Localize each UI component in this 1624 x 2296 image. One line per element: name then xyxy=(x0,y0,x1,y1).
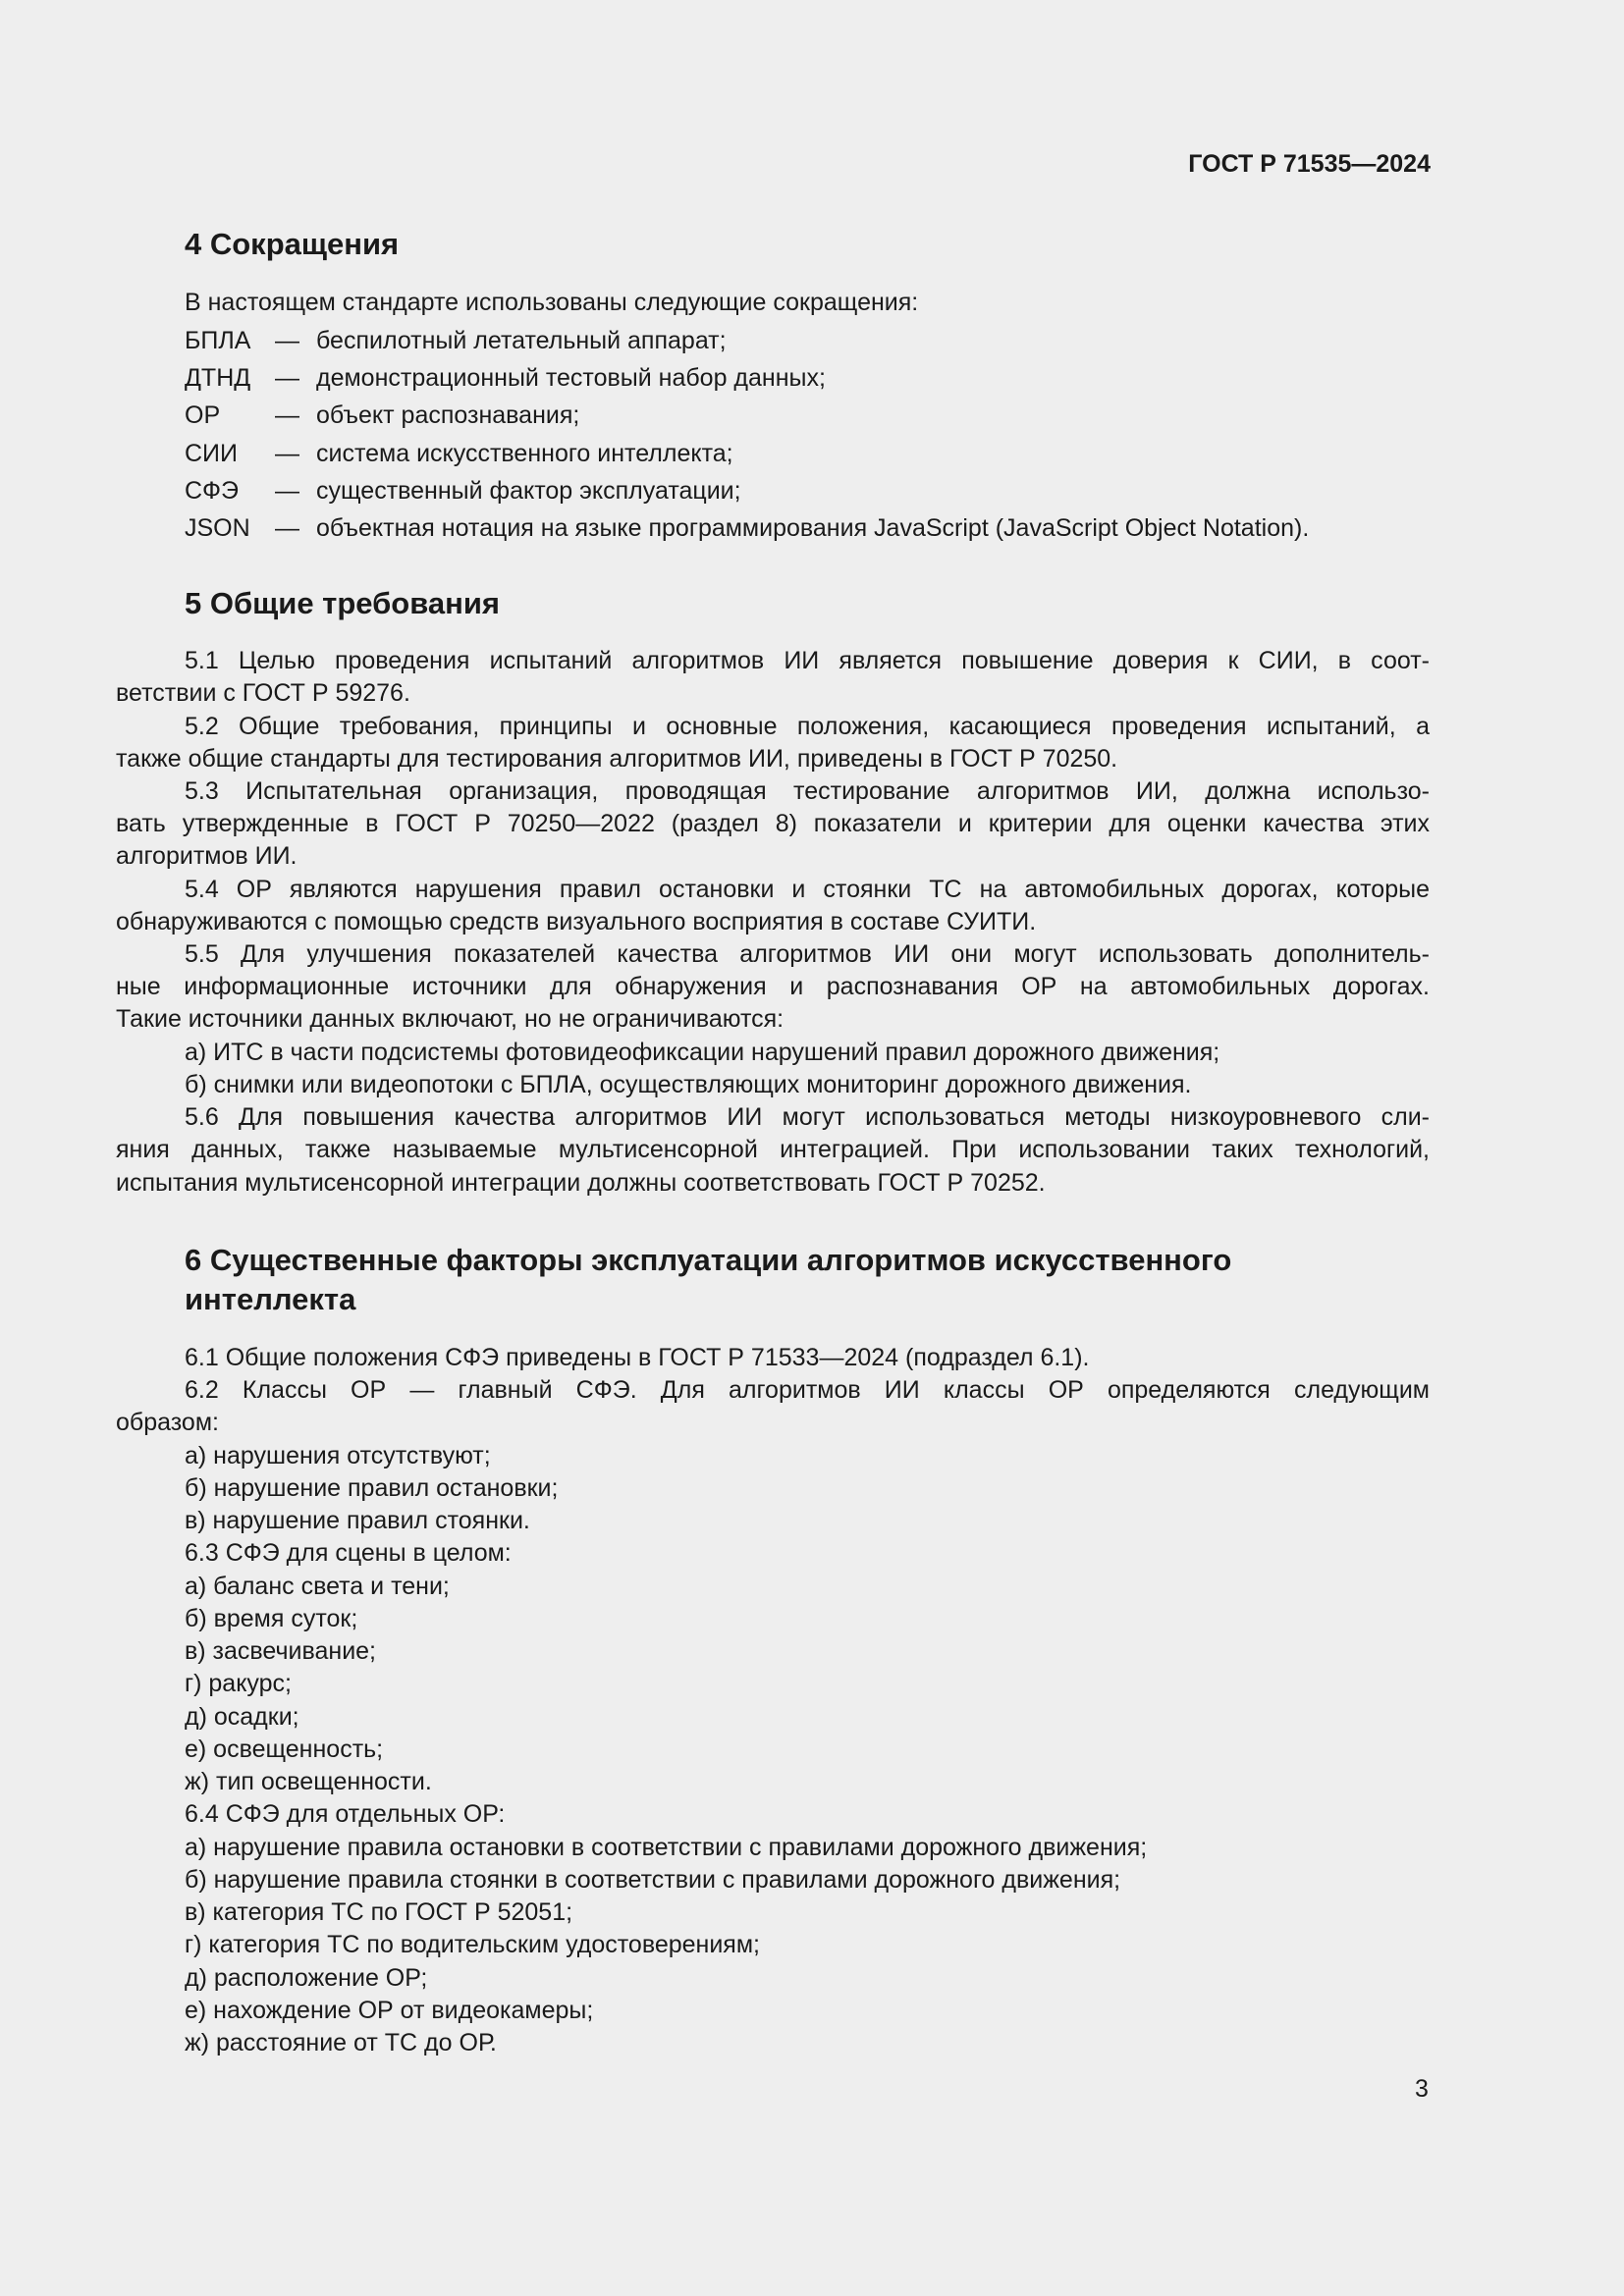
list-item: г) ракурс; xyxy=(185,1670,292,1697)
list-item: б) снимки или видеопотоки с БПЛА, осуществляющих мониторинг дорожного движения. xyxy=(185,1071,1192,1098)
list-item: б) время суток; xyxy=(185,1605,358,1632)
paragraph-5-4-line: 5.4 ОР являются нарушения правил остановки и стоянки ТС на автомобильных дорогах, которые xyxy=(185,876,1430,903)
abbr-definition: система искусственного интеллекта; xyxy=(316,440,733,467)
abbr-term: ОР xyxy=(185,401,221,429)
paragraph-6-3: 6.3 СФЭ для сцены в целом: xyxy=(185,1539,512,1567)
abbr-term: СИИ xyxy=(185,440,238,467)
abbr-dash: — xyxy=(275,477,299,505)
paragraph-5-6-line: яния данных, также называемые мультисенсорной интеграцией. При использовании таких технологий, xyxy=(116,1136,1430,1163)
paragraph-6-4: 6.4 СФЭ для отдельных ОР: xyxy=(185,1800,506,1828)
paragraph-5-5-line: Такие источники данных включают, но не ограничиваются: xyxy=(116,1005,785,1033)
paragraph-5-1-line: 5.1 Целью проведения испытаний алгоритмов ИИ является повышение доверия к СИИ, в соот- xyxy=(185,647,1430,674)
abbr-term: БПЛА xyxy=(185,327,251,354)
list-item: д) расположение ОР; xyxy=(185,1964,428,1992)
abbr-term: JSON xyxy=(185,514,250,542)
paragraph-5-6-line: испытания мультисенсорной интеграции должны соответствовать ГОСТ Р 70252. xyxy=(116,1169,1046,1197)
abbr-definition: демонстрационный тестовый набор данных; xyxy=(316,364,826,392)
abbr-definition: существенный фактор эксплуатации; xyxy=(316,477,741,505)
list-item: в) категория ТС по ГОСТ Р 52051; xyxy=(185,1898,573,1926)
list-item: г) категория ТС по водительским удостоверениям; xyxy=(185,1931,760,1958)
abbr-definition: объектная нотация на языке программирования JavaScript (JavaScript Object Notation). xyxy=(316,514,1310,542)
abbr-definition: объект распознавания; xyxy=(316,401,580,429)
list-item: е) освещенность; xyxy=(185,1735,384,1763)
abbr-dash: — xyxy=(275,327,299,354)
document-code-header: ГОСТ Р 71535—2024 xyxy=(1188,150,1431,178)
paragraph-5-4-line: обнаруживаются с помощью средств визуального восприятия в составе СУИТИ. xyxy=(116,908,1037,935)
list-item: ж) тип освещенности. xyxy=(185,1768,432,1795)
abbr-dash: — xyxy=(275,514,299,542)
list-item: ж) расстояние от ТС до ОР. xyxy=(185,2029,497,2056)
paragraph-5-5-line: ные информационные источники для обнаружения и распознавания ОР на автомобильных дорогах. xyxy=(116,973,1430,1000)
page-number: 3 xyxy=(1415,2075,1429,2103)
paragraph-5-2-line: также общие стандарты для тестирования алгоритмов ИИ, приведены в ГОСТ Р 70250. xyxy=(116,745,1118,773)
list-item: д) осадки; xyxy=(185,1703,299,1731)
list-item: а) нарушение правила остановки в соответствии с правилами дорожного движения; xyxy=(185,1834,1148,1861)
paragraph-5-1-line: ветствии с ГОСТ Р 59276. xyxy=(116,679,410,707)
abbr-term: ДТНД xyxy=(185,364,251,392)
paragraph-6-2-line: образом: xyxy=(116,1409,219,1436)
list-item: б) нарушение правила стоянки в соответствии с правилами дорожного движения; xyxy=(185,1866,1121,1894)
section-5-title: 5 Общие требования xyxy=(185,586,500,620)
list-item: в) нарушение правил стоянки. xyxy=(185,1507,530,1534)
abbr-dash: — xyxy=(275,401,299,429)
paragraph-6-2-line: 6.2 Классы ОР — главный СФЭ. Для алгоритмов ИИ классы ОР определяются следующим xyxy=(185,1376,1430,1404)
abbr-term: СФЭ xyxy=(185,477,240,505)
abbr-definition: беспилотный летательный аппарат; xyxy=(316,327,727,354)
abbr-dash: — xyxy=(275,364,299,392)
paragraph-5-3-line: алгоритмов ИИ. xyxy=(116,842,298,870)
paragraph-5-5-line: 5.5 Для улучшения показателей качества алгоритмов ИИ они могут использовать дополнитель- xyxy=(185,940,1430,968)
list-item: а) баланс света и тени; xyxy=(185,1573,450,1600)
paragraph-6-1: 6.1 Общие положения СФЭ приведены в ГОСТ Р 71533—2024 (подраздел 6.1). xyxy=(185,1344,1090,1371)
section-6-title-line: 6 Существенные факторы эксплуатации алгоритмов искусственного xyxy=(185,1243,1232,1277)
list-item: е) нахождение ОР от видеокамеры; xyxy=(185,1997,594,2024)
section-4-title: 4 Сокращения xyxy=(185,227,400,261)
list-item: а) нарушения отсутствуют; xyxy=(185,1442,491,1469)
paragraph-5-6-line: 5.6 Для повышения качества алгоритмов ИИ могут использоваться методы низкоуровневого сли- xyxy=(185,1103,1430,1131)
paragraph-5-3-line: вать утвержденные в ГОСТ Р 70250—2022 (раздел 8) показатели и критерии для оценки качества этих xyxy=(116,810,1430,837)
list-item: а) ИТС в части подсистемы фотовидеофиксации нарушений правил дорожного движения; xyxy=(185,1039,1220,1066)
list-item: б) нарушение правил остановки; xyxy=(185,1474,559,1502)
list-item: в) засвечивание; xyxy=(185,1637,377,1665)
abbr-dash: — xyxy=(275,440,299,467)
section-4-intro: В настоящем стандарте использованы следующие сокращения: xyxy=(185,289,919,316)
paragraph-5-2-line: 5.2 Общие требования, принципы и основные положения, касающиеся проведения испытаний, а xyxy=(185,713,1430,740)
section-6-title-line: интеллекта xyxy=(185,1282,356,1316)
paragraph-5-3-line: 5.3 Испытательная организация, проводящая тестирование алгоритмов ИИ, должна использо- xyxy=(185,777,1430,805)
